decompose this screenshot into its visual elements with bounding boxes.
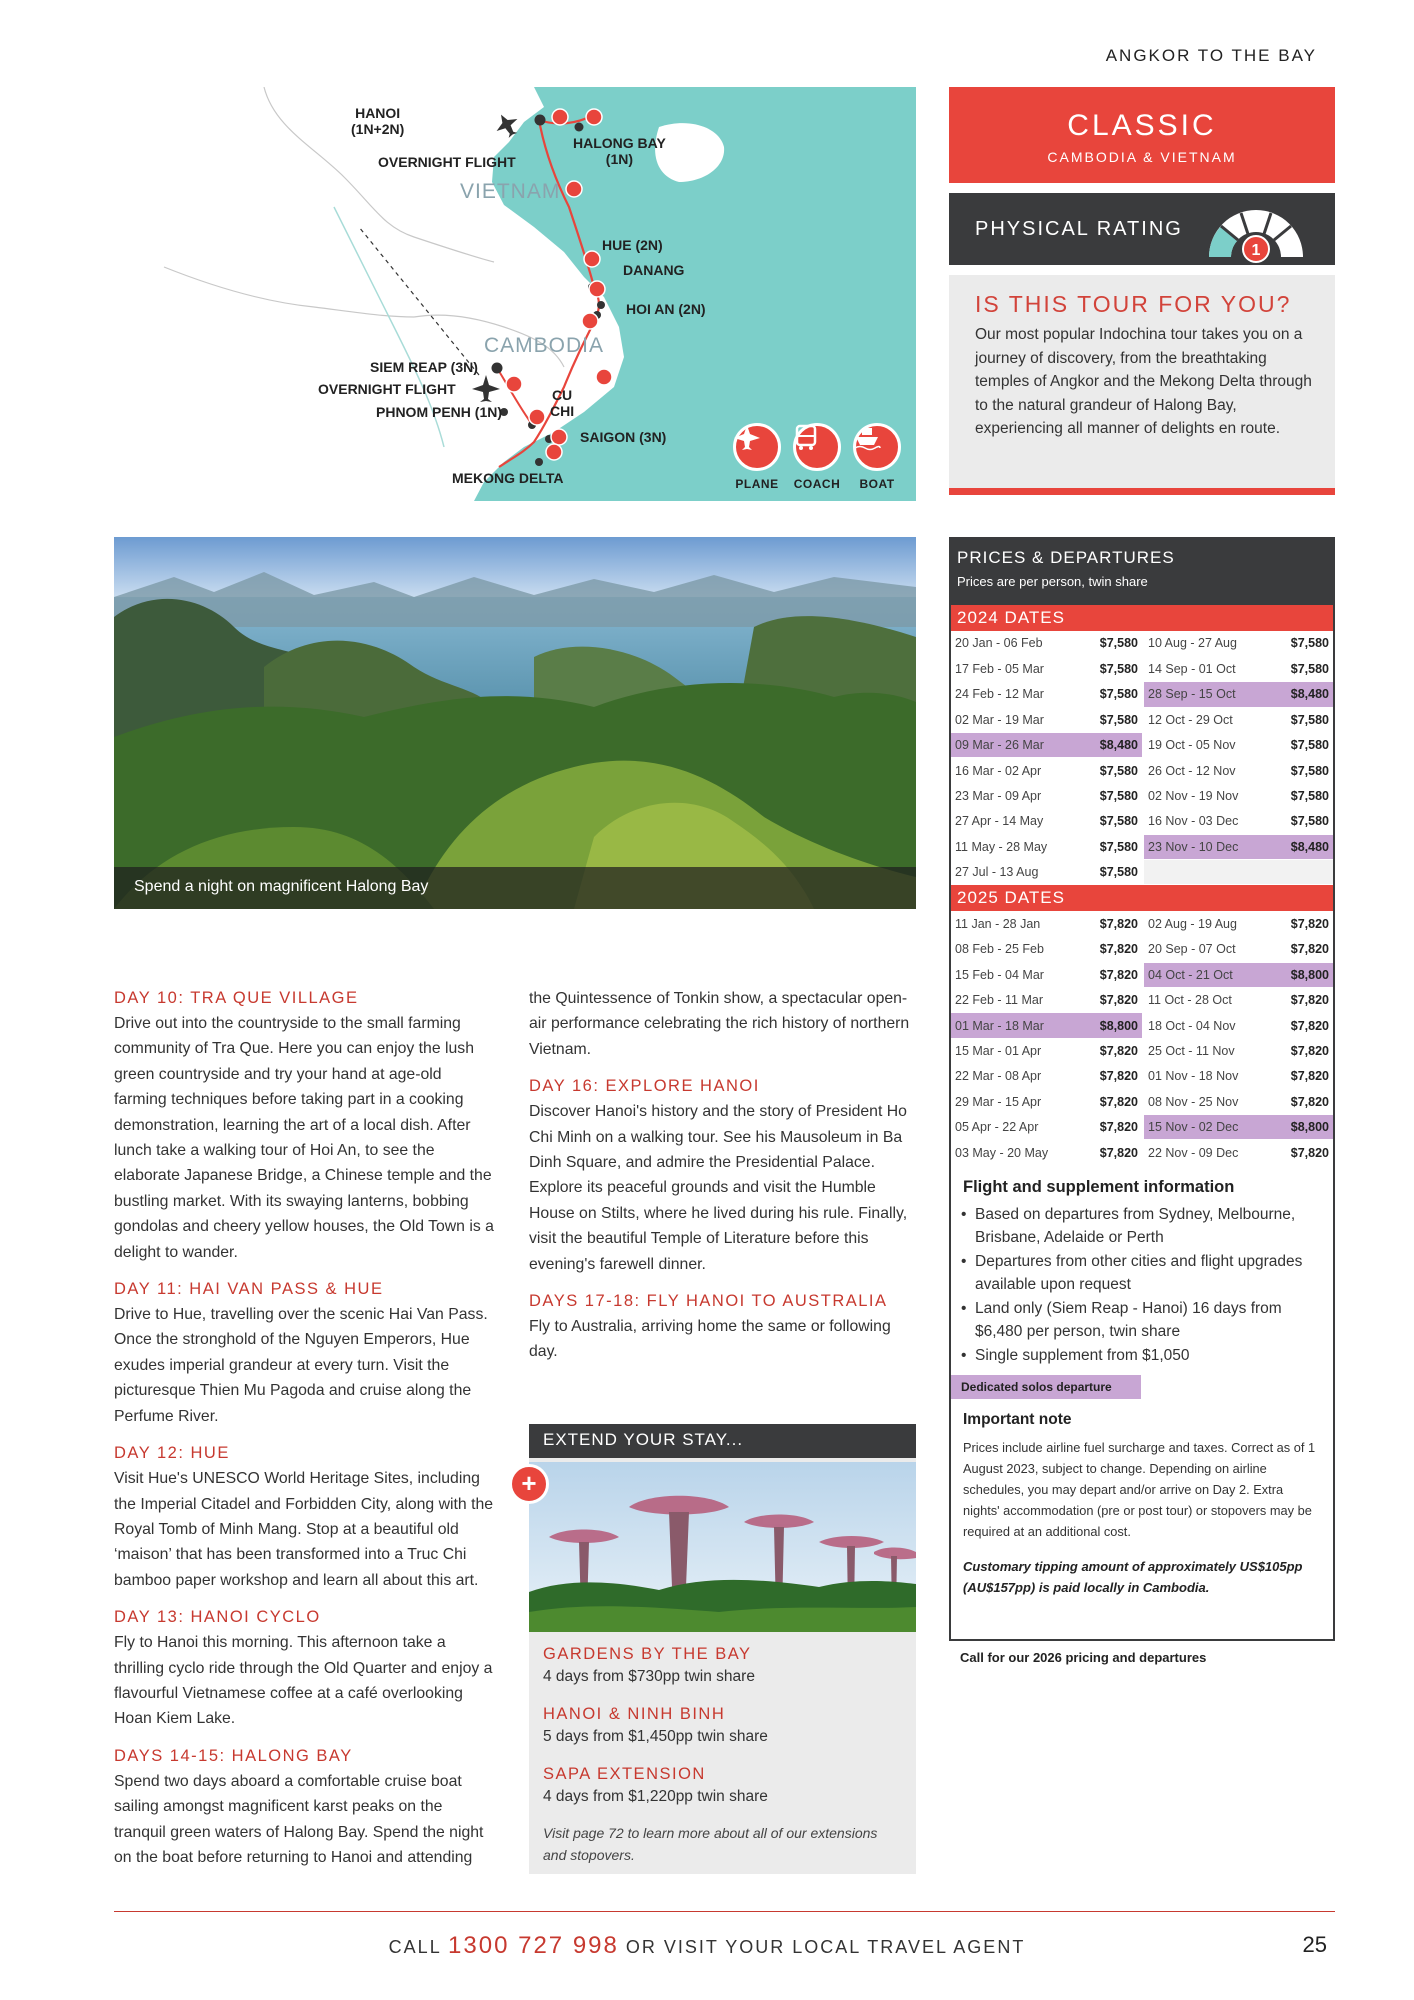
call-2026-note: Call for our 2026 pricing and departures bbox=[960, 1650, 1207, 1665]
departure-dates: 22 Feb - 11 Mar bbox=[951, 988, 1073, 1013]
footer-visit-text: OR VISIT YOUR LOCAL TRAVEL AGENT bbox=[625, 1937, 1026, 1957]
price-row bbox=[951, 911, 1333, 936]
day-text: Fly to Hanoi this morning. This afternoon take a thrilling cyclo ride through the Old Quarter and enjoy a flavourful Vietnamese coffee at a café overlooking Hoan Kiem Lake. bbox=[114, 1634, 493, 1728]
extension-title: GARDENS BY THE BAY bbox=[543, 1645, 752, 1663]
legend-boat-label: BOAT bbox=[859, 477, 895, 491]
extend-stay-heading: EXTEND YOUR STAY... bbox=[529, 1424, 916, 1458]
departure-dates: 27 Apr - 14 May bbox=[951, 809, 1073, 834]
classic-subtitle: CAMBODIA & VIETNAM bbox=[1047, 149, 1237, 165]
label-hanoi-nights: (1N+2N) bbox=[351, 121, 405, 137]
extension-title: HANOI & NINH BINH bbox=[543, 1705, 726, 1723]
label-hoi-an: HOI AN (2N) bbox=[626, 301, 706, 317]
label-overnight-flight-bottom: OVERNIGHT FLIGHT bbox=[318, 381, 456, 397]
departure-dates: 08 Nov - 25 Nov bbox=[1143, 1089, 1265, 1114]
departure-dates: 27 Jul - 13 Aug bbox=[951, 860, 1073, 885]
departure-dates: 22 Mar - 08 Apr bbox=[951, 1064, 1073, 1089]
departure-price: $7,820 bbox=[1265, 911, 1333, 936]
tour-info-box bbox=[949, 275, 1335, 495]
departure-price: $7,820 bbox=[1073, 1115, 1143, 1140]
departure-price: $7,820 bbox=[1073, 1089, 1143, 1114]
legend-coach bbox=[792, 423, 842, 491]
departure-price: $7,580 bbox=[1073, 860, 1143, 885]
footer-phone[interactable]: 1300 727 998 bbox=[448, 1932, 619, 1959]
price-row bbox=[951, 1140, 1333, 1165]
legend-plane-label: PLANE bbox=[735, 477, 779, 491]
solo-departure-key: Dedicated solos departure bbox=[951, 1375, 1141, 1399]
flight-info-item: • Single supplement from $1,050 bbox=[961, 1344, 1333, 1368]
departure-dates: 11 Oct - 28 Oct bbox=[1143, 988, 1265, 1013]
price-row bbox=[951, 656, 1333, 681]
physical-rating bbox=[949, 193, 1335, 265]
label-halong-bay: HALONG BAY bbox=[573, 135, 666, 151]
departure-dates: 14 Sep - 01 Oct bbox=[1143, 656, 1265, 681]
classic-title: CLASSIC bbox=[1067, 109, 1217, 142]
day-heading: DAYS 17-18: FLY HANOI TO AUSTRALIA bbox=[529, 1292, 888, 1311]
departure-price: $7,580 bbox=[1073, 834, 1143, 859]
legend-coach-label: COACH bbox=[793, 477, 841, 491]
departure-price: $7,580 bbox=[1265, 758, 1333, 783]
day-text: Drive to Hue, travelling over the scenic Hai Van Pass. Once the stronghold of the Nguyen Emperors, Hue exudes imperial grandeur at every turn. Visit the picturesque Thien Mu Pagoda and cruise along the Perfume River. bbox=[114, 1306, 488, 1425]
departure-dates: 22 Nov - 09 Dec bbox=[1143, 1140, 1265, 1165]
legend-plane bbox=[732, 423, 782, 491]
departure-dates: 01 Nov - 18 Nov bbox=[1143, 1064, 1265, 1089]
extension-price: 4 days from $1,220pp twin share bbox=[543, 1788, 768, 1805]
departure-dates: 01 Mar - 18 Mar bbox=[951, 1013, 1073, 1038]
label-cu: CU bbox=[551, 387, 573, 403]
departure-price: $7,580 bbox=[1073, 809, 1143, 834]
label-hanoi: HANOI bbox=[355, 105, 401, 121]
departure-dates: 23 Nov - 10 Dec bbox=[1143, 834, 1265, 859]
boat-icon bbox=[853, 423, 901, 471]
label-saigon: SAIGON (3N) bbox=[580, 429, 667, 445]
price-row bbox=[951, 733, 1333, 758]
important-note-title: Important note bbox=[963, 1411, 1072, 1429]
tour-info-heading: IS THIS TOUR FOR YOU? bbox=[975, 291, 1292, 317]
departure-dates bbox=[1143, 860, 1265, 885]
rating-gauge-icon bbox=[1201, 199, 1311, 263]
departure-dates: 02 Nov - 19 Nov bbox=[1143, 783, 1265, 808]
departure-price: $7,820 bbox=[1265, 1013, 1333, 1038]
departure-price: $8,480 bbox=[1265, 834, 1333, 859]
departure-price: $7,820 bbox=[1265, 988, 1333, 1013]
price-row bbox=[951, 1064, 1333, 1089]
price-row bbox=[951, 937, 1333, 962]
departure-price: $8,800 bbox=[1265, 962, 1333, 987]
prices-subtitle: Prices are per person, twin share bbox=[957, 574, 1148, 589]
label-halong-nights: (1N) bbox=[605, 151, 634, 167]
footer-call-label: CALL bbox=[388, 1937, 442, 1957]
siemreap-dot bbox=[492, 363, 503, 374]
price-row bbox=[951, 1038, 1333, 1063]
departure-price: $7,820 bbox=[1073, 962, 1143, 987]
departure-price: $7,580 bbox=[1265, 631, 1333, 656]
coach-icon bbox=[793, 423, 841, 471]
day-heading: DAY 12: HUE bbox=[114, 1444, 230, 1463]
price-table bbox=[951, 911, 1333, 1165]
departure-price: $7,820 bbox=[1073, 988, 1143, 1013]
departure-price: $7,580 bbox=[1265, 809, 1333, 834]
price-row bbox=[951, 860, 1333, 885]
price-row bbox=[951, 783, 1333, 808]
year-heading: 2024 DATES bbox=[951, 605, 1333, 631]
departure-price bbox=[1265, 860, 1333, 885]
year-heading: 2025 DATES bbox=[951, 885, 1333, 911]
departure-dates: 16 Mar - 02 Apr bbox=[951, 758, 1073, 783]
price-row bbox=[951, 988, 1333, 1013]
plus-icon: + bbox=[509, 1464, 549, 1504]
important-note-text: Prices include airline fuel surcharge and taxes. Correct as of 1 August 2023, subject to change. Depending on airline schedules, you may depart and/or arrive on Day 2. Extra nights' accommodation (pre or post tour) or stopovers may be required at an additional cost. bbox=[963, 1440, 1316, 1540]
departure-dates: 02 Mar - 19 Mar bbox=[951, 707, 1073, 732]
departure-price: $8,480 bbox=[1073, 733, 1143, 758]
departure-price: $7,580 bbox=[1073, 682, 1143, 707]
departure-dates: 28 Sep - 15 Oct bbox=[1143, 682, 1265, 707]
footer-call bbox=[0, 1932, 1414, 1960]
departure-price: $7,820 bbox=[1073, 911, 1143, 936]
departure-dates: 17 Feb - 05 Mar bbox=[951, 656, 1073, 681]
price-row bbox=[951, 1013, 1333, 1038]
departure-price: $7,580 bbox=[1073, 631, 1143, 656]
flight-info-title: Flight and supplement information bbox=[963, 1177, 1235, 1196]
departure-price: $7,820 bbox=[1265, 1038, 1333, 1063]
physical-rating-label: PHYSICAL RATING bbox=[975, 218, 1183, 240]
flight-info-list bbox=[961, 1203, 1333, 1368]
day-text: Spend two days aboard a comfortable cruise boat sailing amongst magnificent karst peaks on the tranquil green waters of Halong Bay. Spend the night on the boat before returning to Hanoi and attending bbox=[114, 1772, 484, 1866]
price-row bbox=[951, 707, 1333, 732]
departure-price: $7,820 bbox=[1265, 1140, 1333, 1165]
label-mekong-delta: MEKONG DELTA bbox=[452, 470, 564, 486]
rating-value: 1 bbox=[1251, 242, 1261, 259]
departure-price: $7,580 bbox=[1073, 656, 1143, 681]
day-heading: DAY 16: EXPLORE HANOI bbox=[529, 1077, 760, 1096]
departure-dates: 11 May - 28 May bbox=[951, 834, 1073, 859]
prices-header bbox=[951, 539, 1333, 605]
departure-price: $7,580 bbox=[1073, 758, 1143, 783]
price-row bbox=[951, 1089, 1333, 1114]
flight-info-item: • Based on departures from Sydney, Melbourne, Brisbane, Adelaide or Perth bbox=[961, 1203, 1333, 1250]
departure-price: $8,480 bbox=[1265, 682, 1333, 707]
departure-dates: 08 Feb - 25 Feb bbox=[951, 937, 1073, 962]
running-header: ANGKOR TO THE BAY bbox=[1105, 46, 1317, 65]
label-cambodia: CAMBODIA bbox=[484, 334, 605, 357]
flight-info-item: • Land only (Siem Reap - Hanoi) 16 days from $6,480 per person, twin share bbox=[961, 1297, 1333, 1344]
price-row bbox=[951, 631, 1333, 656]
departure-price: $7,820 bbox=[1073, 1038, 1143, 1063]
departure-dates: 16 Nov - 03 Dec bbox=[1143, 809, 1265, 834]
departure-price: $7,580 bbox=[1265, 733, 1333, 758]
price-row bbox=[951, 809, 1333, 834]
day-heading: DAY 13: HANOI CYCLO bbox=[114, 1608, 321, 1627]
label-hue: HUE (2N) bbox=[602, 237, 663, 253]
day-text: Visit Hue's UNESCO World Heritage Sites, including the Imperial Citadel and Forbidden City, along with the Royal Tomb of Minh Mang. Stop at a beautiful old ‘maison’ that has been transformed into a Truc Chi bamboo paper workshop and learn all about this art. bbox=[114, 1470, 494, 1589]
departure-dates: 04 Oct - 21 Oct bbox=[1143, 962, 1265, 987]
departure-dates: 23 Mar - 09 Apr bbox=[951, 783, 1073, 808]
departure-dates: 19 Oct - 05 Nov bbox=[1143, 733, 1265, 758]
itinerary-left-column bbox=[114, 986, 496, 1882]
departure-price: $7,820 bbox=[1073, 1064, 1143, 1089]
departure-dates: 24 Feb - 12 Mar bbox=[951, 682, 1073, 707]
day-heading: DAYS 14-15: HALONG BAY bbox=[114, 1746, 353, 1765]
legend-boat bbox=[852, 423, 902, 491]
danang-dot bbox=[597, 301, 605, 309]
departure-price: $7,580 bbox=[1265, 656, 1333, 681]
price-row bbox=[951, 682, 1333, 707]
photo-caption: Spend a night on magnificent Halong Bay bbox=[114, 867, 916, 909]
departure-price: $7,580 bbox=[1073, 707, 1143, 732]
halong-bay-image bbox=[114, 537, 916, 909]
departure-dates: 29 Mar - 15 Apr bbox=[951, 1089, 1073, 1114]
day-text: Drive out into the countryside to the small farming community of Tra Que. Here you can enjoy the lush green countryside and try your hand at age-old farming techniques before taking part in a cooking demonstration, learning the art of a local dish. After lunch take a walking tour of Hoi An, to see the elaborate Japanese Bridge, a Chinese temple and the bustling market. With its swaying lanterns, bobbing gondolas and cheery yellow houses, the Old Town is a delight to wander. bbox=[114, 1015, 494, 1261]
price-row bbox=[951, 758, 1333, 783]
departure-price: $7,580 bbox=[1073, 783, 1143, 808]
classic-banner bbox=[949, 87, 1335, 183]
departure-dates: 09 Mar - 26 Mar bbox=[951, 733, 1073, 758]
departure-dates: 18 Oct - 04 Nov bbox=[1143, 1013, 1265, 1038]
tipping-note: Customary tipping amount of approximately US$105pp (AU$157pp) is paid locally in Cambodia. bbox=[963, 1559, 1303, 1596]
flight-info-item: • Departures from other cities and flight upgrades available upon request bbox=[961, 1250, 1333, 1297]
tour-info-text: Our most popular Indochina tour takes you on a journey of discovery, from the breathtaking temples of Angkor and the Mekong Delta through to the natural grandeur of Halong Bay, experiencing all manner of delights en route. bbox=[975, 326, 1312, 437]
extension-list bbox=[543, 1642, 903, 1866]
departure-dates: 05 Apr - 22 Apr bbox=[951, 1115, 1073, 1140]
departure-price: $8,800 bbox=[1073, 1013, 1143, 1038]
departure-dates: 20 Sep - 07 Oct bbox=[1143, 937, 1265, 962]
departure-price: $8,800 bbox=[1265, 1115, 1333, 1140]
departure-dates: 15 Nov - 02 Dec bbox=[1143, 1115, 1265, 1140]
supertree-image bbox=[529, 1462, 916, 1632]
label-danang: DANANG bbox=[623, 262, 685, 278]
departure-dates: 11 Jan - 28 Jan bbox=[951, 911, 1073, 936]
price-row bbox=[951, 962, 1333, 987]
label-chi: CHI bbox=[550, 403, 575, 419]
halong-dot bbox=[575, 123, 584, 132]
continuation-text: the Quintessence of Tonkin show, a spectacular open-air performance celebrating the rich history of northern Vietnam. bbox=[529, 990, 910, 1058]
extension-price: 4 days from $730pp twin share bbox=[543, 1668, 755, 1685]
mekong-dot bbox=[535, 458, 543, 466]
day-text: Discover Hanoi's history and the story of President Ho Chi Minh on a walking tour. See his Mausoleum in Ba Dinh Square, and admire the Presidential Palace. Explore its peaceful grounds and visit the Humble House on Stilts, where he lived during his rule. Finally, visit the beautiful Temple of Literature before this evening's farewell dinner. bbox=[529, 1103, 908, 1273]
prices-title: PRICES & DEPARTURES bbox=[957, 548, 1175, 567]
label-siem-reap: SIEM REAP (3N) bbox=[370, 359, 478, 375]
label-phnom-penh: PHNOM PENH (1N) bbox=[376, 404, 503, 420]
label-vietnam: VIETNAM bbox=[460, 180, 561, 203]
departure-dates: 12 Oct - 29 Oct bbox=[1143, 707, 1265, 732]
day-text: Fly to Australia, arriving home the same or following day. bbox=[529, 1318, 891, 1361]
extension-price: 5 days from $1,450pp twin share bbox=[543, 1728, 768, 1745]
departure-price: $7,820 bbox=[1265, 937, 1333, 962]
departure-dates: 26 Oct - 12 Nov bbox=[1143, 758, 1265, 783]
gardens-by-the-bay-photo bbox=[529, 1462, 916, 1632]
departure-price: $7,580 bbox=[1265, 783, 1333, 808]
departure-dates: 03 May - 20 May bbox=[951, 1140, 1073, 1165]
departure-price: $7,820 bbox=[1073, 937, 1143, 962]
departure-dates: 15 Mar - 01 Apr bbox=[951, 1038, 1073, 1063]
halong-bay-photo bbox=[114, 537, 916, 909]
price-row bbox=[951, 834, 1333, 859]
departure-dates: 25 Oct - 11 Nov bbox=[1143, 1038, 1265, 1063]
hanoi-dot bbox=[535, 115, 546, 126]
departure-price: $7,580 bbox=[1265, 707, 1333, 732]
departure-price: $7,820 bbox=[1073, 1140, 1143, 1165]
price-table bbox=[951, 631, 1333, 885]
route-map bbox=[114, 87, 916, 501]
extension-note: Visit page 72 to learn more about all of our extensions and stopovers. bbox=[543, 1825, 878, 1863]
departure-price: $7,820 bbox=[1265, 1064, 1333, 1089]
extend-stay-box bbox=[529, 1424, 916, 1874]
price-tables bbox=[951, 605, 1333, 1166]
page-number: 25 bbox=[1302, 1932, 1327, 1957]
footer-divider bbox=[114, 1911, 1335, 1912]
departure-dates: 02 Aug - 19 Aug bbox=[1143, 911, 1265, 936]
itinerary-right-column bbox=[529, 986, 916, 1377]
prices-departures-box bbox=[949, 537, 1335, 1641]
price-row bbox=[951, 1115, 1333, 1140]
departure-price: $7,820 bbox=[1265, 1089, 1333, 1114]
extension-title: SAPA EXTENSION bbox=[543, 1765, 706, 1783]
label-overnight-flight-top: OVERNIGHT FLIGHT bbox=[378, 154, 516, 170]
day-heading: DAY 10: TRA QUE VILLAGE bbox=[114, 989, 359, 1007]
departure-dates: 20 Jan - 06 Feb bbox=[951, 631, 1073, 656]
departure-dates: 10 Aug - 27 Aug bbox=[1143, 631, 1265, 656]
day-heading: DAY 11: HAI VAN PASS & HUE bbox=[114, 1280, 384, 1299]
departure-dates: 15 Feb - 04 Mar bbox=[951, 962, 1073, 987]
plane-icon bbox=[733, 423, 781, 471]
